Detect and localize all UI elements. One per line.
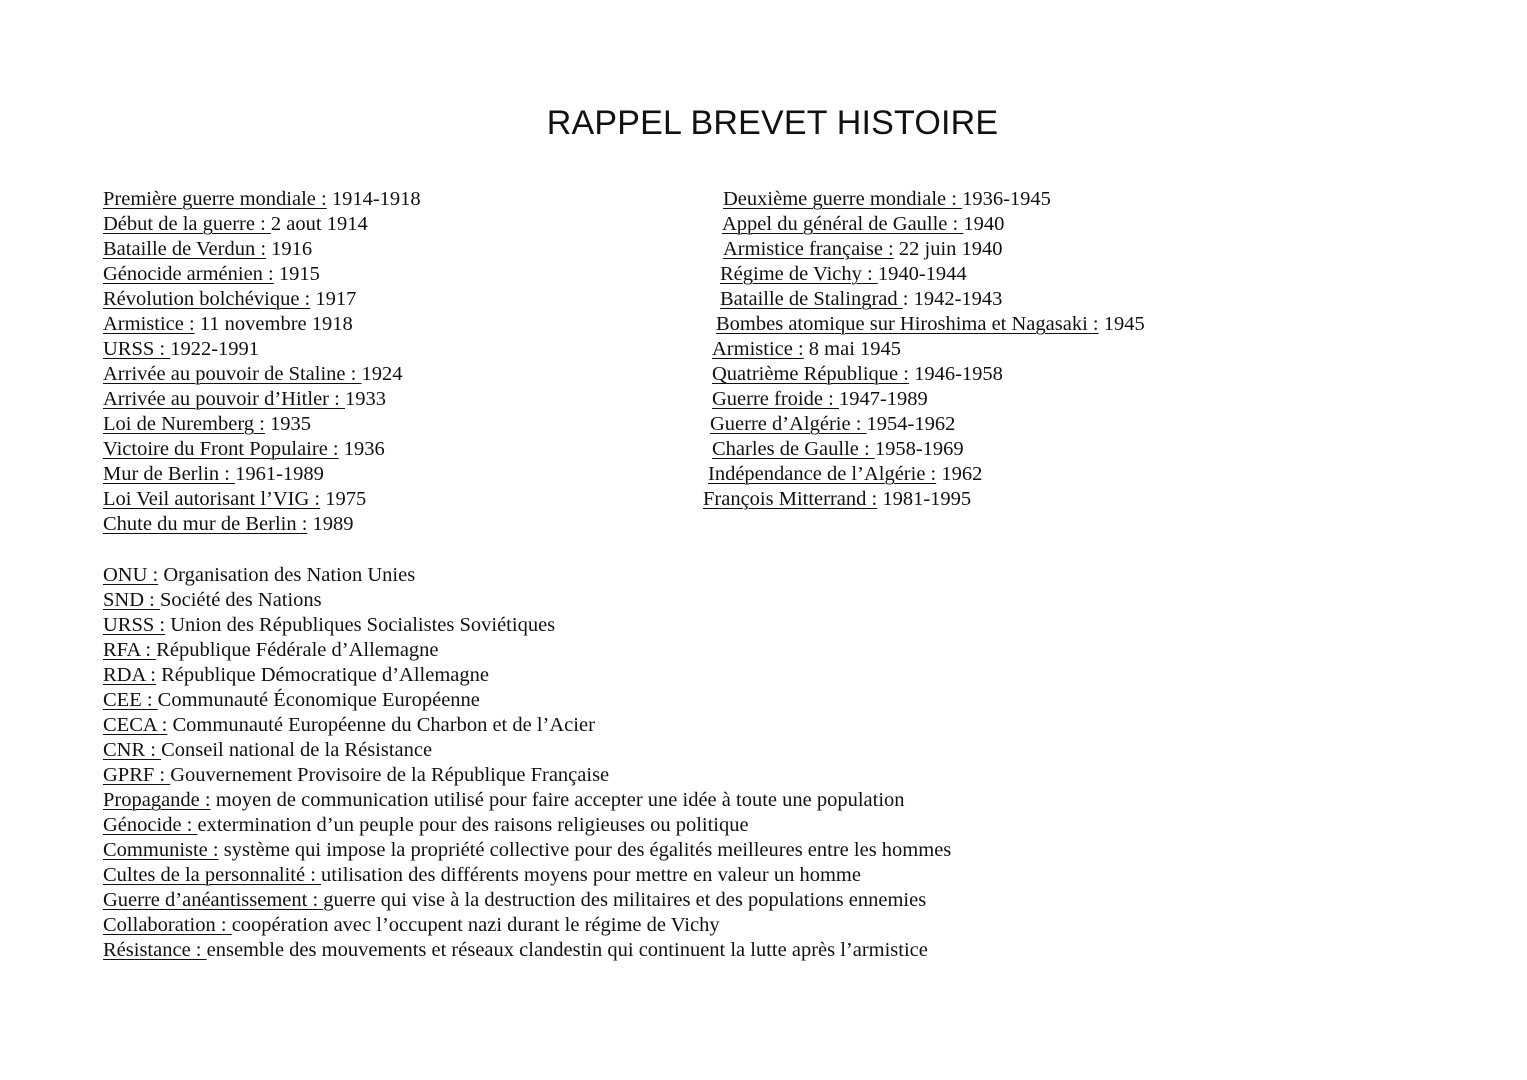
glossary-entry — [103, 813, 1203, 838]
entry-term: Guerre d’anéantissement : — [103, 889, 324, 911]
entry-term: Début de la guerre : — [103, 213, 271, 235]
entry-term: Première guerre mondiale : — [103, 188, 327, 210]
entry-term: RDA : — [103, 664, 156, 686]
glossary-entry — [103, 563, 1203, 588]
entry-value: 1936-1945 — [962, 188, 1051, 210]
date-entry — [103, 187, 663, 212]
entry-term: Bombes atomique sur Hiroshima et Nagasaki : — [716, 313, 1099, 335]
entry-value: 1975 — [320, 488, 367, 510]
entry-value: utilisation des différents moyens pour mettre en valeur un homme — [321, 864, 861, 886]
entry-value: 1981-1995 — [877, 488, 972, 510]
entry-value: guerre qui vise à la destruction des militaires et des populations ennemies — [323, 889, 927, 911]
entry-term: Loi de Nuremberg : — [103, 413, 265, 435]
entry-value: 2 aout 1914 — [270, 213, 368, 235]
date-entry — [703, 487, 1263, 512]
entry-value: 1958-1969 — [874, 438, 964, 460]
date-entry — [103, 387, 663, 412]
entry-term: URSS : — [103, 338, 171, 360]
entry-term: Charles de Gaulle : — [712, 438, 875, 460]
entry-value: 1940 — [963, 213, 1005, 235]
entry-term: Loi Veil autorisant l’VIG : — [103, 488, 321, 510]
date-entry — [103, 462, 663, 487]
date-entry — [103, 512, 663, 537]
entry-term: Guerre froide : — [712, 388, 839, 410]
entry-term: Régime de Vichy : — [720, 263, 878, 285]
glossary-entry — [103, 613, 1203, 638]
entry-term: Armistice : — [712, 338, 804, 360]
entry-term: Résistance : — [103, 939, 207, 961]
entry-value: Conseil national de la Résistance — [161, 739, 433, 761]
glossary-entry — [103, 663, 1203, 688]
entry-term: Arrivée au pouvoir de Staline : — [103, 363, 362, 385]
entry-term: Collaboration : — [103, 914, 232, 936]
glossary-entry — [103, 713, 1203, 738]
date-entry — [703, 262, 1263, 287]
glossary-entry — [103, 588, 1203, 613]
entry-value: Gouvernement Provisoire de la République Française — [170, 764, 610, 786]
entry-value: Communauté Économique Européenne — [157, 689, 480, 711]
entry-value: moyen de communication utilisé pour faire accepter une idée à toute une population — [210, 789, 905, 811]
entry-value: 1922-1991 — [170, 338, 260, 360]
entry-term: Guerre d’Algérie : — [710, 413, 867, 435]
entry-term: Quatrième République : — [712, 363, 909, 385]
glossary-entry — [103, 888, 1203, 913]
glossary-entry — [103, 688, 1203, 713]
entry-value: 1936 — [338, 438, 385, 460]
entry-value: 1945 — [1098, 313, 1145, 335]
entry-value: 1947-1989 — [838, 388, 928, 410]
entry-term: Cultes de la personnalité : — [103, 864, 322, 886]
entry-value: 1961-1989 — [235, 463, 324, 485]
date-entry — [703, 362, 1263, 387]
date-entry — [103, 437, 663, 462]
entry-value: système qui impose la propriété collective pour des égalités meilleures entre les hommes — [218, 839, 952, 861]
entry-value: 1946-1958 — [908, 363, 1003, 385]
entry-value: 1917 — [310, 288, 357, 310]
glossary-entry — [103, 763, 1203, 788]
entry-term: Armistice française : — [723, 238, 894, 260]
glossary-entry — [103, 938, 1203, 963]
date-entry — [103, 487, 663, 512]
entry-term: Victoire du Front Populaire : — [103, 438, 339, 460]
date-entry — [703, 437, 1263, 462]
entry-value: coopération avec l’occupent nazi durant le régime de Vichy — [231, 914, 720, 936]
date-entry — [103, 362, 663, 387]
glossary-entry — [103, 788, 1203, 813]
date-entry — [703, 412, 1263, 437]
glossary-entry — [103, 838, 1203, 863]
entry-term: Génocide : — [103, 814, 198, 836]
entry-value: ensemble des mouvements et réseaux clandestin qui continuent la lutte après l’armistice — [206, 939, 928, 961]
date-entry — [103, 312, 663, 337]
entry-term: Deuxième guerre mondiale : — [723, 188, 963, 210]
entry-value: extermination d’un peuple pour des raisons religieuses ou politique — [197, 814, 749, 836]
entry-term: Arrivée au pouvoir d’Hitler : — [103, 388, 345, 410]
page-title: RAPPEL BREVET HISTOIRE — [546, 104, 999, 142]
entry-value: : 1942-1943 — [902, 288, 1003, 310]
entry-term: CNR : — [103, 739, 162, 761]
entry-term: ONU : — [103, 564, 159, 586]
entry-term: Appel du général de Gaulle : — [722, 213, 964, 235]
date-entry — [103, 212, 663, 237]
entry-term: URSS : — [103, 614, 166, 636]
entry-value: 1935 — [264, 413, 311, 435]
entry-value: 8 mai 1945 — [803, 338, 902, 360]
entry-term: SND : — [103, 589, 160, 611]
entry-value: 1916 — [266, 238, 313, 260]
entry-term: Armistice : — [103, 313, 195, 335]
entry-value: 22 juin 1940 — [893, 238, 1003, 260]
date-entry — [703, 337, 1263, 362]
date-entry — [703, 462, 1263, 487]
date-entry — [703, 312, 1263, 337]
entry-term: Bataille de Verdun : — [103, 238, 267, 260]
date-entry — [703, 187, 1263, 212]
entry-term: Bataille de Stalingrad — [720, 288, 903, 310]
right-dates-list — [703, 187, 1263, 512]
date-entry — [703, 387, 1263, 412]
glossary-entry — [103, 738, 1203, 763]
entry-value: 1924 — [361, 363, 403, 385]
date-entry — [103, 237, 663, 262]
left-dates-list — [103, 187, 663, 537]
entry-value: Société des Nations — [159, 589, 322, 611]
entry-value: République Fédérale d’Allemagne — [156, 639, 439, 661]
entry-value: République Démocratique d’Allemagne — [155, 664, 489, 686]
entry-term: Chute du mur de Berlin : — [103, 513, 308, 535]
glossary-entry — [103, 913, 1203, 938]
entry-term: Communiste : — [103, 839, 219, 861]
entry-value: 1989 — [307, 513, 354, 535]
date-entry — [103, 337, 663, 362]
entry-value: 1940-1944 — [877, 263, 967, 285]
entry-value: Communauté Européenne du Charbon et de l’Acier — [167, 714, 595, 736]
entry-term: GPRF : — [103, 764, 171, 786]
date-entry — [103, 412, 663, 437]
entry-value: 1954-1962 — [866, 413, 956, 435]
entry-value: 1933 — [344, 388, 386, 410]
entry-term: Propagande : — [103, 789, 211, 811]
entry-value: 11 novembre 1918 — [194, 313, 353, 335]
date-entry — [703, 212, 1263, 237]
entry-term: François Mitterrand : — [703, 488, 878, 510]
entry-term: Génocide arménien : — [103, 263, 274, 285]
entry-term: Mur de Berlin : — [103, 463, 236, 485]
date-entry — [103, 262, 663, 287]
entry-value: 1914-1918 — [326, 188, 421, 210]
entry-term: CEE : — [103, 689, 158, 711]
entry-term: Révolution bolchévique : — [103, 288, 311, 310]
entry-term: CECA : — [103, 714, 168, 736]
date-entry — [703, 237, 1263, 262]
date-entry — [103, 287, 663, 312]
glossary-list — [103, 563, 1203, 963]
date-entry — [703, 287, 1263, 312]
entry-value: Organisation des Nation Unies — [158, 564, 416, 586]
entry-value: 1915 — [273, 263, 320, 285]
glossary-entry — [103, 863, 1203, 888]
entry-value: 1962 — [936, 463, 983, 485]
glossary-entry — [103, 638, 1203, 663]
entry-value: Union des Républiques Socialistes Soviétiques — [165, 614, 556, 636]
entry-term: Indépendance de l’Algérie : — [708, 463, 937, 485]
entry-term: RFA : — [103, 639, 157, 661]
